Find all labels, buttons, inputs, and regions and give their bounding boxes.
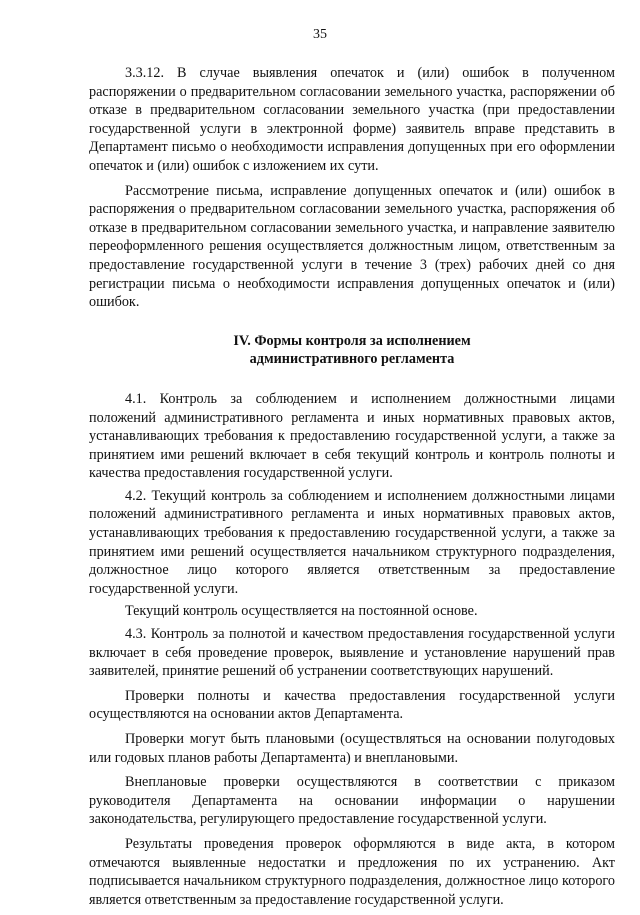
paragraph-4-3: 4.3. Контроль за полнотой и качеством предоставления государственной услуги включает в себя проведение проверок, выявление и установление нарушений прав заявителей, принятие решений об устранении соответствующих нарушений. [89,626,615,680]
paragraph-3-3-12: 3.3.12. В случае выявления опечаток и (или) ошибок в полученном распоряжении о предварительном согласовании земельного участка, распоряжении об отказе в предварительном согласовании земельного участка (при предоставлении государственной услуги в электронной форме) заявитель вправе представить в Департамент письмо о необходимости исправления допущенных при его оформлении опечаток и (или) ошибок с изложением их сути. [89,65,615,174]
paragraph-check-results: Результаты проведения проверок оформляются в виде акта, в котором отмечаются выявленные недостатки и предложения по их устранению. Акт подписывается начальником структурного подразделения, должностное лицо которого является ответственным за предоставление государственной услуги. [89,835,615,908]
paragraph-4-2: 4.2. Текущий контроль за соблюдением и исполнением должностными лицами положений административного регламента и иных нормативных правовых актов, устанавливающих требования к предоставлению государственной услуги, а также за принятием ими решений осуществляется начальником структурного подразделения, должностное лицо которого является ответственным за предоставление государственной услуги. [89,487,615,597]
paragraph-checks-basis: Проверки полноты и качества предоставления государственной услуги осуществляются на основании актов Департамента. [89,687,615,723]
section-4-heading-line2: административного регламента [249,351,455,368]
paragraph-4-1: 4.1. Контроль за соблюдением и исполнением должностными лицами положений административного регламента и иных нормативных правовых актов, устанавливающих требования к предоставлению государственной услуги, а также за принятием ими решений включает в себя текущий контроль и контроль полноты и качества предоставления государственной услуги. [89,390,615,482]
section-4-heading-line1: IV. Формы контроля за исполнением [233,332,471,349]
section-4-heading [89,332,615,369]
page-number: 35 [313,27,327,42]
paragraph-current-control: Текущий контроль осуществляется на постоянной основе. [125,603,478,620]
paragraph-letter-review: Рассмотрение письма, исправление допущенных опечаток и (или) ошибок в распоряжения о предварительном согласовании земельного участка, распоряжения об отказе в предварительном согласовании земельного участка, и направление заявителю переоформленного решения осуществляется должностным лицом, ответственным за предоставление государственной услуги в течение 3 (трех) рабочих дней со дня регистрации письма о необходимости исправления допущенных опечаток и (или) ошибок. [89,182,615,311]
document-body [89,64,615,915]
paragraph-unscheduled-checks: Внеплановые проверки осуществляются в соответствии с приказом руководителя Департамента на основании информации о нарушении законодательства, регулирующего предоставление государственной услуги. [89,774,615,828]
paragraph-checks-types: Проверки могут быть плановыми (осуществляться на основании полугодовых или годовых планов работы Департамента) и внеплановыми. [89,731,615,766]
